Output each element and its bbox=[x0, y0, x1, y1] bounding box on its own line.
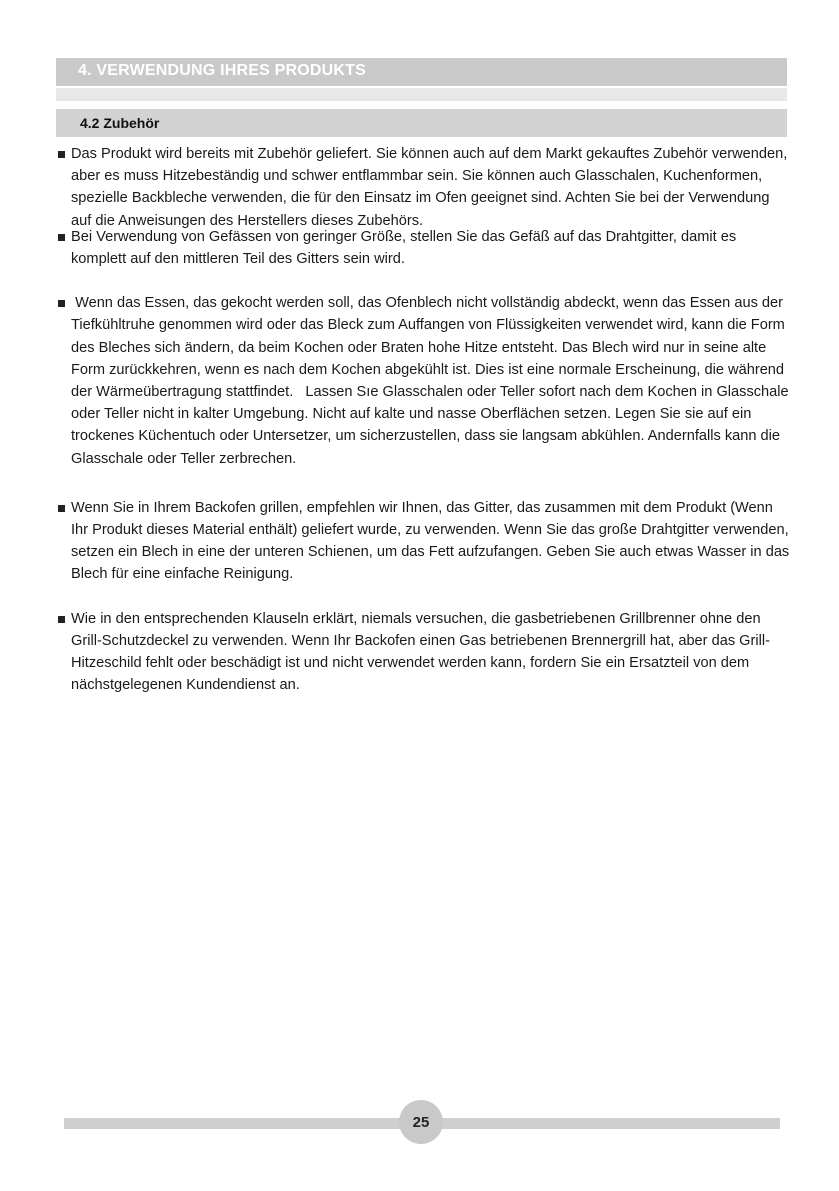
footer-bar-left bbox=[64, 1118, 404, 1129]
square-bullet-icon bbox=[58, 505, 65, 512]
section-divider bbox=[56, 88, 787, 101]
section-title: 4. VERWENDUNG IHRES PRODUKTS bbox=[78, 62, 367, 79]
spacer bbox=[56, 586, 791, 608]
list-item bbox=[56, 292, 791, 470]
footer-bar-right bbox=[440, 1118, 780, 1129]
list-item-text: Wie in den entsprechenden Klauseln erklärt, niemals versuchen, die gasbetriebenen Grillbrenner ohne den Grill-Schutzdeckel zu verwenden. Wenn Ihr Backofen einen Gas betriebenen Brennergrill hat, aber das Grill-Hitzeschild fehlt oder beschädigt ist und nicht verwendet werden kann, fordern Sie ein Ersatzteil von dem nächstgelegenen Kundendienst an. bbox=[71, 610, 770, 694]
square-bullet-icon bbox=[58, 234, 65, 241]
content-body bbox=[56, 143, 791, 696]
section-header-bar bbox=[56, 58, 787, 86]
spacer bbox=[56, 270, 791, 292]
list-item-text: Wenn das Essen, das gekocht werden soll, das Ofenblech nicht vollständig abdeckt, wenn das Essen aus der Tiefkühltruhe genommen wird oder das Bleck zum Auffangen von Flüssigkeiten verwendet wird, kann die Form des Bleches sich ändern, da beim Kochen oder Braten hohe Hitze entsteht. Das Blech wird nur in seine alte Form zurückkehren, wenn es nach dem Kochen abgekühlt ist. Dies ist eine normale Erscheinung, die während der Wärmeübertragung stattfindet. Lassen Sıe Glasschalen oder Teller sofort nach dem Kochen in Glasschale oder Teller nicht in kalter Umgebung. Nicht auf kalte und nasse Oberflächen setzen. Legen Sie sie auf ein trockenes Küchentuch oder Untersetzer, um sicherzustellen, dass sie langsam abkühlen. Andernfalls kann die Glasschale oder Teller zerbrechen. bbox=[71, 295, 793, 467]
list-item-text: Das Produkt wird bereits mit Zubehör geliefert. Sie können auch auf dem Markt gekauftes Zubehör verwenden, aber es muss Hitzebeständig und schwer entflammbar sein. Sie können auch Glasschalen, Kuchenformen, spezielle Backbleche verwenden, die für den Einsatz im Ofen geeignet sind. Achten Sie bei der Verwendung auf die Anweisungen des Herstellers dieses Zubehörs. bbox=[71, 146, 788, 229]
list-item bbox=[56, 143, 791, 232]
square-bullet-icon bbox=[58, 300, 65, 307]
page-number: 25 bbox=[399, 1100, 443, 1144]
subsection-title: 4.2 Zubehör bbox=[80, 115, 160, 131]
list-item-text: Wenn Sie in Ihrem Backofen grillen, empfehlen wir Ihnen, das Gitter, das zusammen mit dem Produkt (Wenn Ihr Produkt dieses Material enthält) geliefert wurde, zu verwenden. Wenn Sie das große Drahtgitter verwenden, setzen ein Blech in eine der unteren Schienen, um das Fett aufzufangen. Geben Sie auch etwas Wasser in das Blech für eine einfache Reinigung. bbox=[71, 499, 790, 583]
square-bullet-icon bbox=[58, 151, 65, 158]
square-bullet-icon bbox=[58, 616, 65, 623]
list-item bbox=[56, 608, 791, 697]
list-item bbox=[56, 497, 791, 586]
list-item bbox=[56, 226, 791, 270]
spacer bbox=[56, 470, 791, 497]
list-item-text: Bei Verwendung von Gefässen von geringer Größe, stellen Sie das Gefäß auf das Drahtgitter, damit es komplett auf den mittleren Teil des Gitters sein wird. bbox=[71, 228, 737, 268]
subsection-header-bar bbox=[56, 109, 787, 137]
